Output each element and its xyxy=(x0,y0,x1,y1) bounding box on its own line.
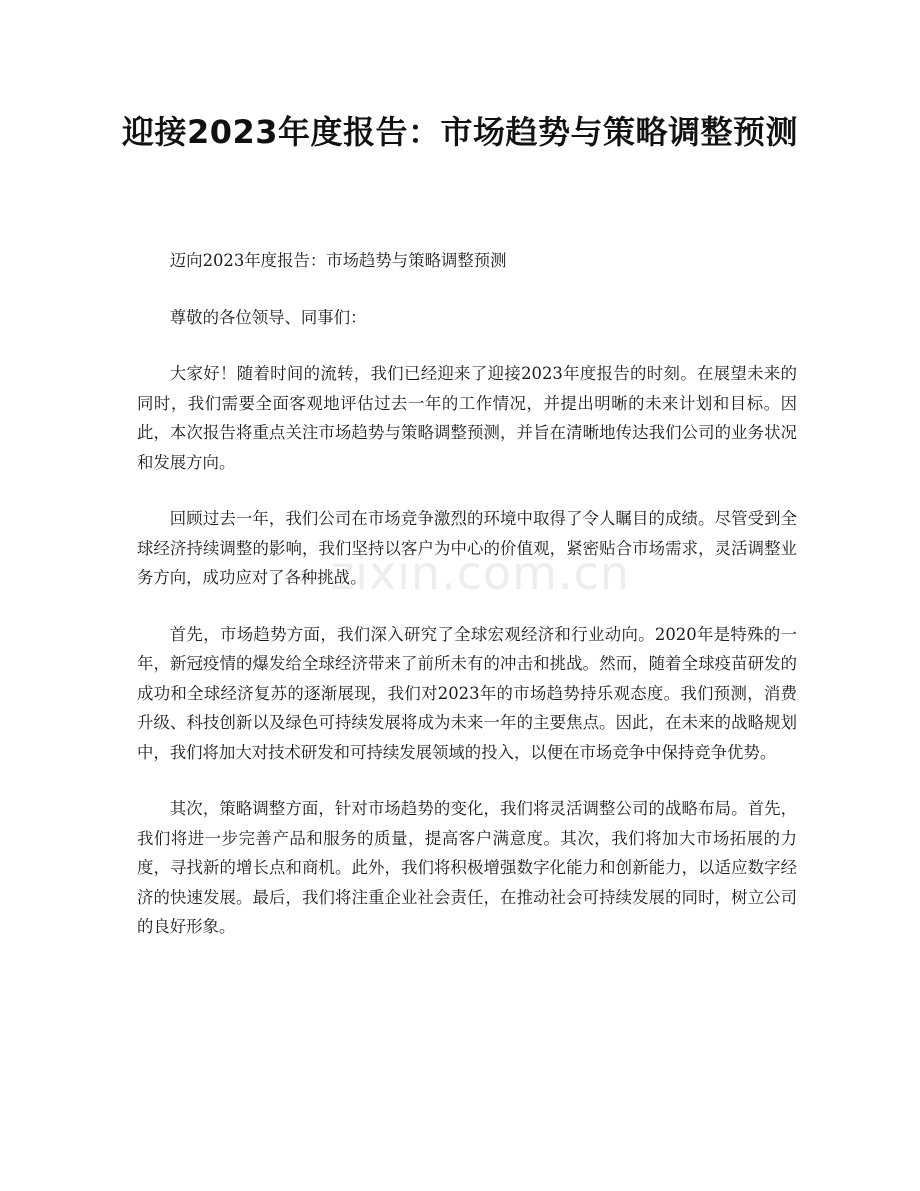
document-body xyxy=(137,246,797,969)
body-paragraph: 其次，策略调整方面，针对市场趋势的变化，我们将灵活调整公司的战略布局。首先，我们将进一步完善产品和服务的质量，提高客户满意度。其次，我们将加大市场拓展的力度，寻找新的增长点和商机。此外，我们将积极增强数字化能力和创新能力，以适应数字经济的快速发展。最后，我们将注重企业社会责任，在推动社会可持续发展的同时，树立公司的良好形象。 xyxy=(137,799,797,936)
body-paragraph: 回顾过去一年，我们公司在市场竞争激烈的环境中取得了令人瞩目的成绩。尽管受到全球经济持续调整的影响，我们坚持以客户为中心的价值观，紧密贴合市场需求，灵活调整业务方向，成功应对了各种挑战。 xyxy=(137,509,797,587)
page-title: 迎接2023年度报告：市场趋势与策略调整预测 xyxy=(121,113,799,151)
watermark: zixin.com.cn xyxy=(330,546,631,600)
body-paragraph: 首先，市场趋势方面，我们深入研究了全球宏观经济和行业动向。2020年是特殊的一年，新冠疫情的爆发给全球经济带来了前所未有的冲击和挑战。然而，随着全球疫苗研发的成功和全球经济复苏的逐渐展现，我们对2023年的市场趋势持乐观态度。我们预测，消费升级、科技创新以及绿色可持续发展将成为未来一年的主要焦点。因此，在未来的战略规划中，我们将加大对技术研发和可持续发展领域的投入，以便在市场竞争中保持竞争优势。 xyxy=(137,624,797,762)
salutation-paragraph: 尊敬的各位领导、同事们： xyxy=(169,307,367,327)
body-paragraph: 大家好！随着时间的流转，我们已经迎来了迎接2023年度报告的时刻。在展望未来的同时，我们需要全面客观地评估过去一年的工作情况，并提出明晰的未来计划和目标。因此，本次报告将重点关注市场趋势与策略调整预测，并旨在清晰地传达我们公司的业务状况和发展方向。 xyxy=(137,364,797,472)
subtitle-paragraph: 迈向2023年度报告：市场趋势与策略调整预测 xyxy=(169,251,507,270)
